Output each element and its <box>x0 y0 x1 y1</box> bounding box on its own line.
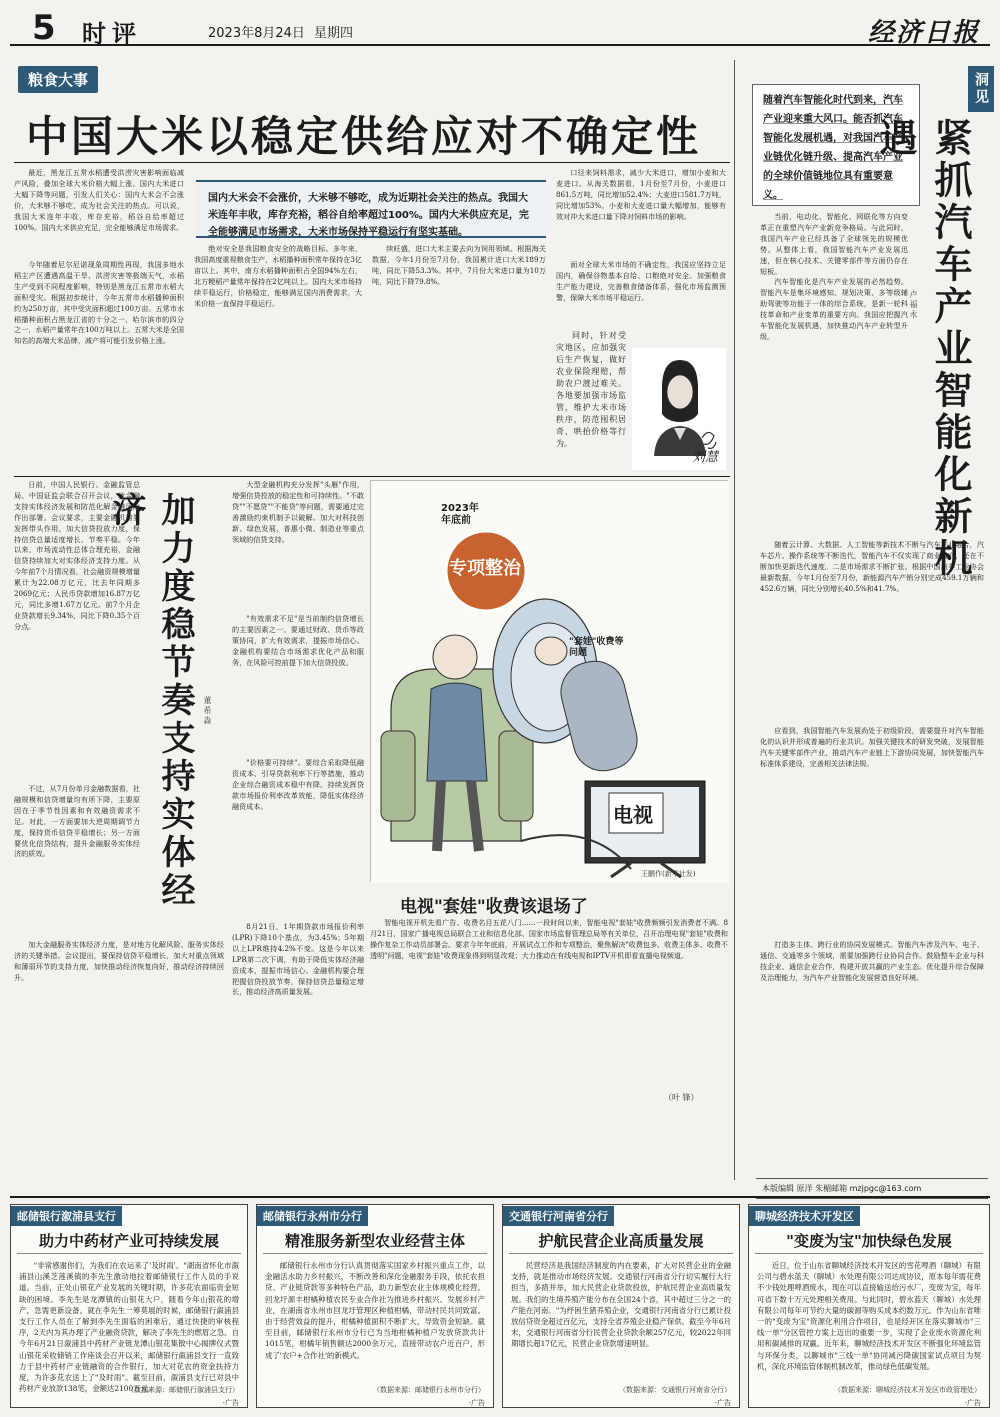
ad-sponsor: 交通银行河南省分行 <box>503 1206 614 1226</box>
article-text: 不过，从7月份单月金融数据看，社融规模和信贷增量均有所下降，主要原因在于季节性因素和有效融资需求不足。对此，一方面要加大逆周期调节力度，保持货币信贷平稳增长；另一方面要优化信贷结构，提升金融服务实体经济的质效。 <box>14 784 140 859</box>
top-article-title[interactable]: 中国大米以稳定供给应对不确定性 <box>26 112 702 161</box>
divider <box>14 162 730 163</box>
ad-label: ·广告 <box>714 1399 731 1407</box>
article-text: 续旺盛，进口大米主要去向为饲用领域。根据海关数据，今年1月份至7月份，我国累计进口大米189万吨，同比下降53.3%。其中，7月份大米进口量为10万吨，同比下降79.8%。 <box>372 244 546 286</box>
ad-block <box>10 1204 248 1408</box>
article-text <box>760 212 908 532</box>
ad-title[interactable]: 助力中药材产业可持续发展 <box>17 1226 241 1254</box>
sidebar-tag: 洞见 <box>968 66 994 112</box>
cartoon-caption[interactable]: 电视"套娃"收费该退场了 <box>400 897 588 917</box>
commentary-title[interactable]: 加力度稳节奏支持实体经济 <box>106 492 195 910</box>
article-text: 同时，针对受灾地区，应加强灾后生产恢复，做好农业保险理赔，帮助农户渡过难关。各地要加强市场监管，维护大米市场秩序，防范囤积居奇、哄抬价格等行为。 <box>556 331 626 448</box>
ad-source: （数据来源：聊城经济技术开发区市政管理处） <box>834 1386 981 1394</box>
ad-sponsor: 聊城经济技术开发区 <box>749 1206 860 1226</box>
article-text: 口径来饲料需求，减少大米进口，增加小麦和大麦进口。从海关数据看，1月份至7月份，小麦进口861.5万吨，同比增加52.4%；大麦进口581.7万吨，同比增加53%。小麦和大麦进口量大幅增加，能够有效对冲大米进口量下降对饲料市场的影响。 <box>556 168 726 221</box>
article-text: 面对全球大米市场的不确定性，我国应坚持立足国内，确保谷物基本自给、口粮绝对安全。加强粮食生产能力建设，完善粮食储备体系，强化市场监测预警，保障大米市场平稳运行。 <box>556 260 726 302</box>
edition-footer: 本版编辑 原洋 朱楣邮箱 mzjpgc@163.com <box>756 1178 988 1199</box>
column-tag: 粮食大事 <box>18 66 98 93</box>
commentary-author: 董希淼 <box>203 696 212 726</box>
issue-date: 2023年8月24日 <box>208 26 305 41</box>
column-divider <box>734 60 735 1180</box>
ad-source: （数据来源：交通银行河南省分行） <box>619 1386 731 1394</box>
article-text: 今年随着尼尔尼诺现象周期性再现，我国多地水稻主产区遭遇高温干旱、洪涝灾害等极端天气，水稻生产受到不同程度影响，特别是黑龙江五常市水稻大面积受灾。根据初步统计，今年五常市水稻播种面积约为250万亩，其中受灾面积超过100万亩。五常市水稻播种面积占黑龙江省的十分之一、哈尔滨市的四分之一，水稻产量常年在100万吨以上。五常大米是全国知名的高端大米品牌，减产将可能引发价格上涨。 <box>14 260 184 346</box>
divider <box>14 476 730 477</box>
ad-text: 近日，位于山东省聊城经济技术开发区的雪花啤酒（聊城）有限公司与碧水蓝天（聊城）水处理有限公司达成协议，原本每年需花费不少钱处理啤酒废水，现在可以直接输送给污水厂，变废为宝，每年可省下数十万元处理相关费用。与此同时，碧水蓝天（聊城）水处理有限公司每年可节约大量的碳源等购买成本约数万元。作为山东省唯一的"变废为宝"资源化利用合作项目，也是经开区在落实聊城市"三线一单"分区管控方案上迈出的重要一步，实现了企业废水资源化利用和碳减排的双赢。近年来，聊城经济技术开发区不断强化环境监管与环保分类，以聊城市"三线一单"协同减污降碳国家试点项目为契机，深化环境监管体制机制改革，推动绿色低碳发展。 <box>757 1261 981 1371</box>
sidebar-lead: 随着汽车智能化时代到来，汽车产业迎来重大风口。能否抓汽车智能化发展机遇，对我国汽车产业链优化链升级、提高汽车产业的全球价值链地位具有重要意义。 <box>752 84 920 206</box>
sidebar-title[interactable]: 紧抓汽车产业智能化新机遇 <box>873 118 972 580</box>
ad-block <box>502 1204 740 1408</box>
ad-strip-divider <box>10 1196 990 1198</box>
article-text: 日前，中国人民银行、金融监管总局、中国证监会联合召开会议，就金融支持实体经济发展和防范化解金融风险作出部署。会议要求，主要金融机构要发挥带头作用，加大信贷投放力度，保持信贷总量适度增长、节奏平稳。今年以来，市场流动性总体合理充裕，金融信贷持续加大对实体经济支持力度。从今年前7个月情况看，社会融资规模增量累计为22.08万亿元，比去年同期多2069亿元；人民币贷款增加16.87万亿元，同比多增1.67万亿元。前7个月企业贷款增长9.34%，同比下降0.35个百分点。 <box>14 480 140 631</box>
sidebar-author: 卢福永 <box>909 290 918 320</box>
ad-label: ·广告 <box>468 1399 485 1407</box>
ad-source: （数据来源：邮储银行溆浦县支行） <box>127 1386 239 1394</box>
ad-block <box>748 1204 990 1408</box>
editorial-cartoon[interactable] <box>370 480 728 882</box>
ad-text: "非常感谢你们，为我们在农运来了'及时雨'。"湖南省怀化市溆浦县山溪芝莲溪镇的李先生激动地拉着邮储银行工作人员的手说道。当前，正处山银花产业发展的关键时期，许多花农面临资金短缺的困境。李先生是龙潭镇的山银花大户，随着今年山银花的增产，急需更新设备。就在李先生一筹莫展的时候，邮储银行溆浦县支行工作人员在了解到李先生面临的困难后，通过快捷的审核程序，2天内为其办理了产业融资贷款，解决了李先生的燃眉之急。自今年6月21日溆浦县中药材产业链龙潭山银花集散中心揭牌仪式暨山银花采收储销工作座谈会召开以来，邮储银行溆浦县支行一直致力于县中药材产业链融资的合作银行，加大对花农的资金扶持力度，为许多花农送上了"及时雨"。截至目前，溆浦县支行已对县中药材产业放款138笔，金额达2100万元。 <box>19 1261 239 1394</box>
article-text: 打造多主体、跨行业的协同发展模式。智能汽车涉及汽车、电子、通信、交通等多个领域，需要加强跨行业协同合作。鼓励整车企业与科技企业、通信企业合作，构建开放共赢的产业生态。优化提升综合保障及治理能力，为汽车产业智能化发展营造良好环境。 <box>760 940 984 982</box>
author-portrait <box>632 348 726 470</box>
article-text: 随着云计算、大数据、人工智能等新技术不断与汽车产业融合，汽车芯片、操作系统等不断迭代，智能汽车不仅实现了商业量产，还在不断加快更新迭代速度。二是市场需求不断扩张。根据中国汽车工业协会最新数据，今年1月份至7月份，新能源汽车产销分别完成459.1万辆和452.6万辆，同比分别增长40.5%和41.7%。 <box>760 540 984 593</box>
newspaper-logo: 经济日报 <box>867 18 980 48</box>
paragraph: 汽车智能化是汽车产业发展的必然趋势。智能汽车是集环境感知、规划决策、多等级辅助驾驶等功能于一体的综合系统，是新一轮科技革命和产业变革的重要方向。我国应把握汽车智能化发展机遇，加快推动汽车产业转型升级。 <box>760 277 908 341</box>
ad-block <box>256 1204 494 1408</box>
article-text: 加大金融服务实体经济力度，是对地方化解风险、服务实体经济的关键举措。会议提出，要保持信贷平稳增长，加大对重点领域和薄弱环节的支持力度，加快推动经济恢复向好，推动经济持续回升。 <box>14 940 224 982</box>
ad-label: ·广告 <box>964 1399 981 1407</box>
cartoon-body-sign: （叶 锋） <box>664 1093 699 1102</box>
article-text: 最近，黑龙江五常水稻遭受洪涝灾害影响面临减产风险，叠加全球大米价格大幅上涨、国内大米进口大幅下降等问题，引发人们关心：国内大米会不会涨价，大米够不够吃，成为社会关注的热点。可以说，我国大米连年丰收，库存充裕，稻谷自给率超过100%。国内大米供应充足，完全能够满足市场需求。 <box>14 168 184 232</box>
masthead <box>10 10 990 46</box>
cartoon-deadline-text: 2023年年底前 <box>441 503 479 526</box>
ad-sponsor: 邮储银行溆浦县支行 <box>11 1206 122 1226</box>
ad-title[interactable]: 护航民营企业高质量发展 <box>509 1226 733 1254</box>
page-number: 5 <box>32 8 56 48</box>
article-text: "价格要可持续"。要综合采取降低融资成本、引导贷款利率下行等措施，推动企业综合融资成本稳中有降。持续发挥贷款市场报价利率改革效能，降低实体经济融资成本。 <box>232 758 364 811</box>
article-text: 8月21日，1年期贷款市场报价利率(LPR)下降10个基点，为3.45%；5年期以上LPR维持4.2%不变。这是今年以来LPR第二次下调，有助于降低实体经济融资成本，提振市场信心。金融机构要合理把握信贷投放节奏，保持信贷总量稳定增长，推动经济高质量发展。 <box>232 922 364 997</box>
cartoon-tv-text: 电视 <box>613 803 653 827</box>
issue-weekday: 星期四 <box>314 26 354 41</box>
ad-title[interactable]: 精准服务新型农业经营主体 <box>263 1226 487 1254</box>
article-text: 应看到，我国智能汽车发展尚处于初级阶段，需要提升对汽车智能化的认识并形成普遍的行业共识。加强关键技术的研发突破，发展智能汽车关键零部件产业，推动汽车产业链上下游协同发展，加快智能汽车标准体系建设，完善相关法律法规。 <box>760 726 984 768</box>
cartoon-doll-text: "套娃"收费等问题 <box>569 637 624 658</box>
paragraph: 当前，电动化、智能化、网联化等方向变革正在重塑汽车产业新竞争格局。与此同时，我国汽车产业已经具备了全球领先的规模优势。从整体上看，我国智能汽车产业发展迅速，但在核心技术、关键零部件等方面仍存在短板。 <box>760 212 908 276</box>
section-name: 时评 <box>82 19 142 48</box>
article-lead: 国内大米会不会涨价，大米够不够吃，成为近期社会关注的热点。我国大米连年丰收，库存充裕，稻谷自给率超过100%。国内大米供应充足，完全能够满足市场需求，大米市场保持平稳运行有坚实基础。 <box>196 180 546 238</box>
cartoon-credit: 王鹏作(新华社发) <box>641 870 696 878</box>
ad-label: ·广告 <box>222 1399 239 1407</box>
cartoon-sign-text: 专项整治 <box>449 558 521 579</box>
cartoon-body: 智能电视开机先看广告、收费名目五花八门……一段时间以来，智能电视"套娃"收费频频引发消费者不满。8月21日，国家广播电视总局联合工业和信息化部、国家市场监督管理总局等有关单位，召开治理电视"套娃"收费和操作复杂工作动员部署会。要求今年年底前，开展试点工作和专项整治，聚焦解决"收费包多、收费主体多、收费不透明"问题，电视"套娃"收费现象得到明显改观；大力推动在有线电视和IPTV开机即看直播电视频道。 <box>370 918 728 960</box>
article-text: 绝对安全是我国粮食安全的战略目标。多年来，我国高度重视粮食生产，水稻播种面积常年保持在3亿亩以上。其中，南方水稻播种面积占全国94%左右，北方粳稻产量常年保持在2亿吨以上。国内大米市场持续平稳运行，价格稳定，能够满足国内消费需求，大米价格一直保持平稳运行。 <box>194 244 362 308</box>
article-text: 大型金融机构充分发挥"头雁"作用，增强信贷投放的稳定性和可持续性。"不敢贷""不愿贷""不能贷"等问题，需要通过完善激励约束机制予以破解。加大对科技创新、绿色发展、普惠小微、制造业等重点领域的信贷支持。 <box>232 480 364 544</box>
author-signature: 刘慧 <box>692 450 719 465</box>
ad-source: （数据来源：邮储银行永州市分行） <box>373 1386 485 1394</box>
ad-text: 邮储银行永州市分行认真贯彻落实国家乡村振兴重点工作，以金融活水助力乡村振兴，不断改善和深化金融服务手段，依托农担贷、产业链贷款等多种特色产品，助力新型农业主体规模化经营。回龙圩源丰柑橘种植农民专业合作社为推进乡村振兴、发展乡村产业，在湖南省永州市回龙圩管理区种植柑橘，带动村民共同致富。由于经营效益的提升，柑橘种植面积不断扩大，导致资金短缺。截至目前，邮储银行永州市分行已为当地柑橘种植户发放贷款共计1015笔，柑橘年销售额达2000余万元，直接带动农户近百户，形成了'农户+合作社'的新模式。 <box>265 1261 485 1360</box>
ad-title[interactable]: "变废为宝"加快绿色发展 <box>755 1226 983 1254</box>
ad-sponsor: 邮储银行永州市分行 <box>257 1206 368 1226</box>
article-text: "有效需求不足"是当前制约信贷增长的主要因素之一。要通过财政、货币等政策协同，扩大有效需求，提振市场信心。金融机构要结合市场需求优化产品和服务，在风险可控前提下加大信贷投放。 <box>232 614 364 667</box>
ad-text: 民营经济是我国经济制度的内在要素，扩大对民营企业的金融支持，就是推动市场经济发展。交通银行河南省分行切实履行大行担当，多措并举，加大民营企业贷款投放，护航民营企业高质量发展。我们的生境养殖产能分布在全国24个省，其中超过三分之一的产能在河南。"为纾困生猪养殖企业，交通银行河南省分行已累计投放信贷资金超过百亿元，支持全省养殖企业稳产保供。截至今年6月末，交通银行河南省分行民营企业贷款余额257亿元，较2022年同期增长超17亿元，民营企业贷款增速明显。 <box>511 1261 731 1349</box>
